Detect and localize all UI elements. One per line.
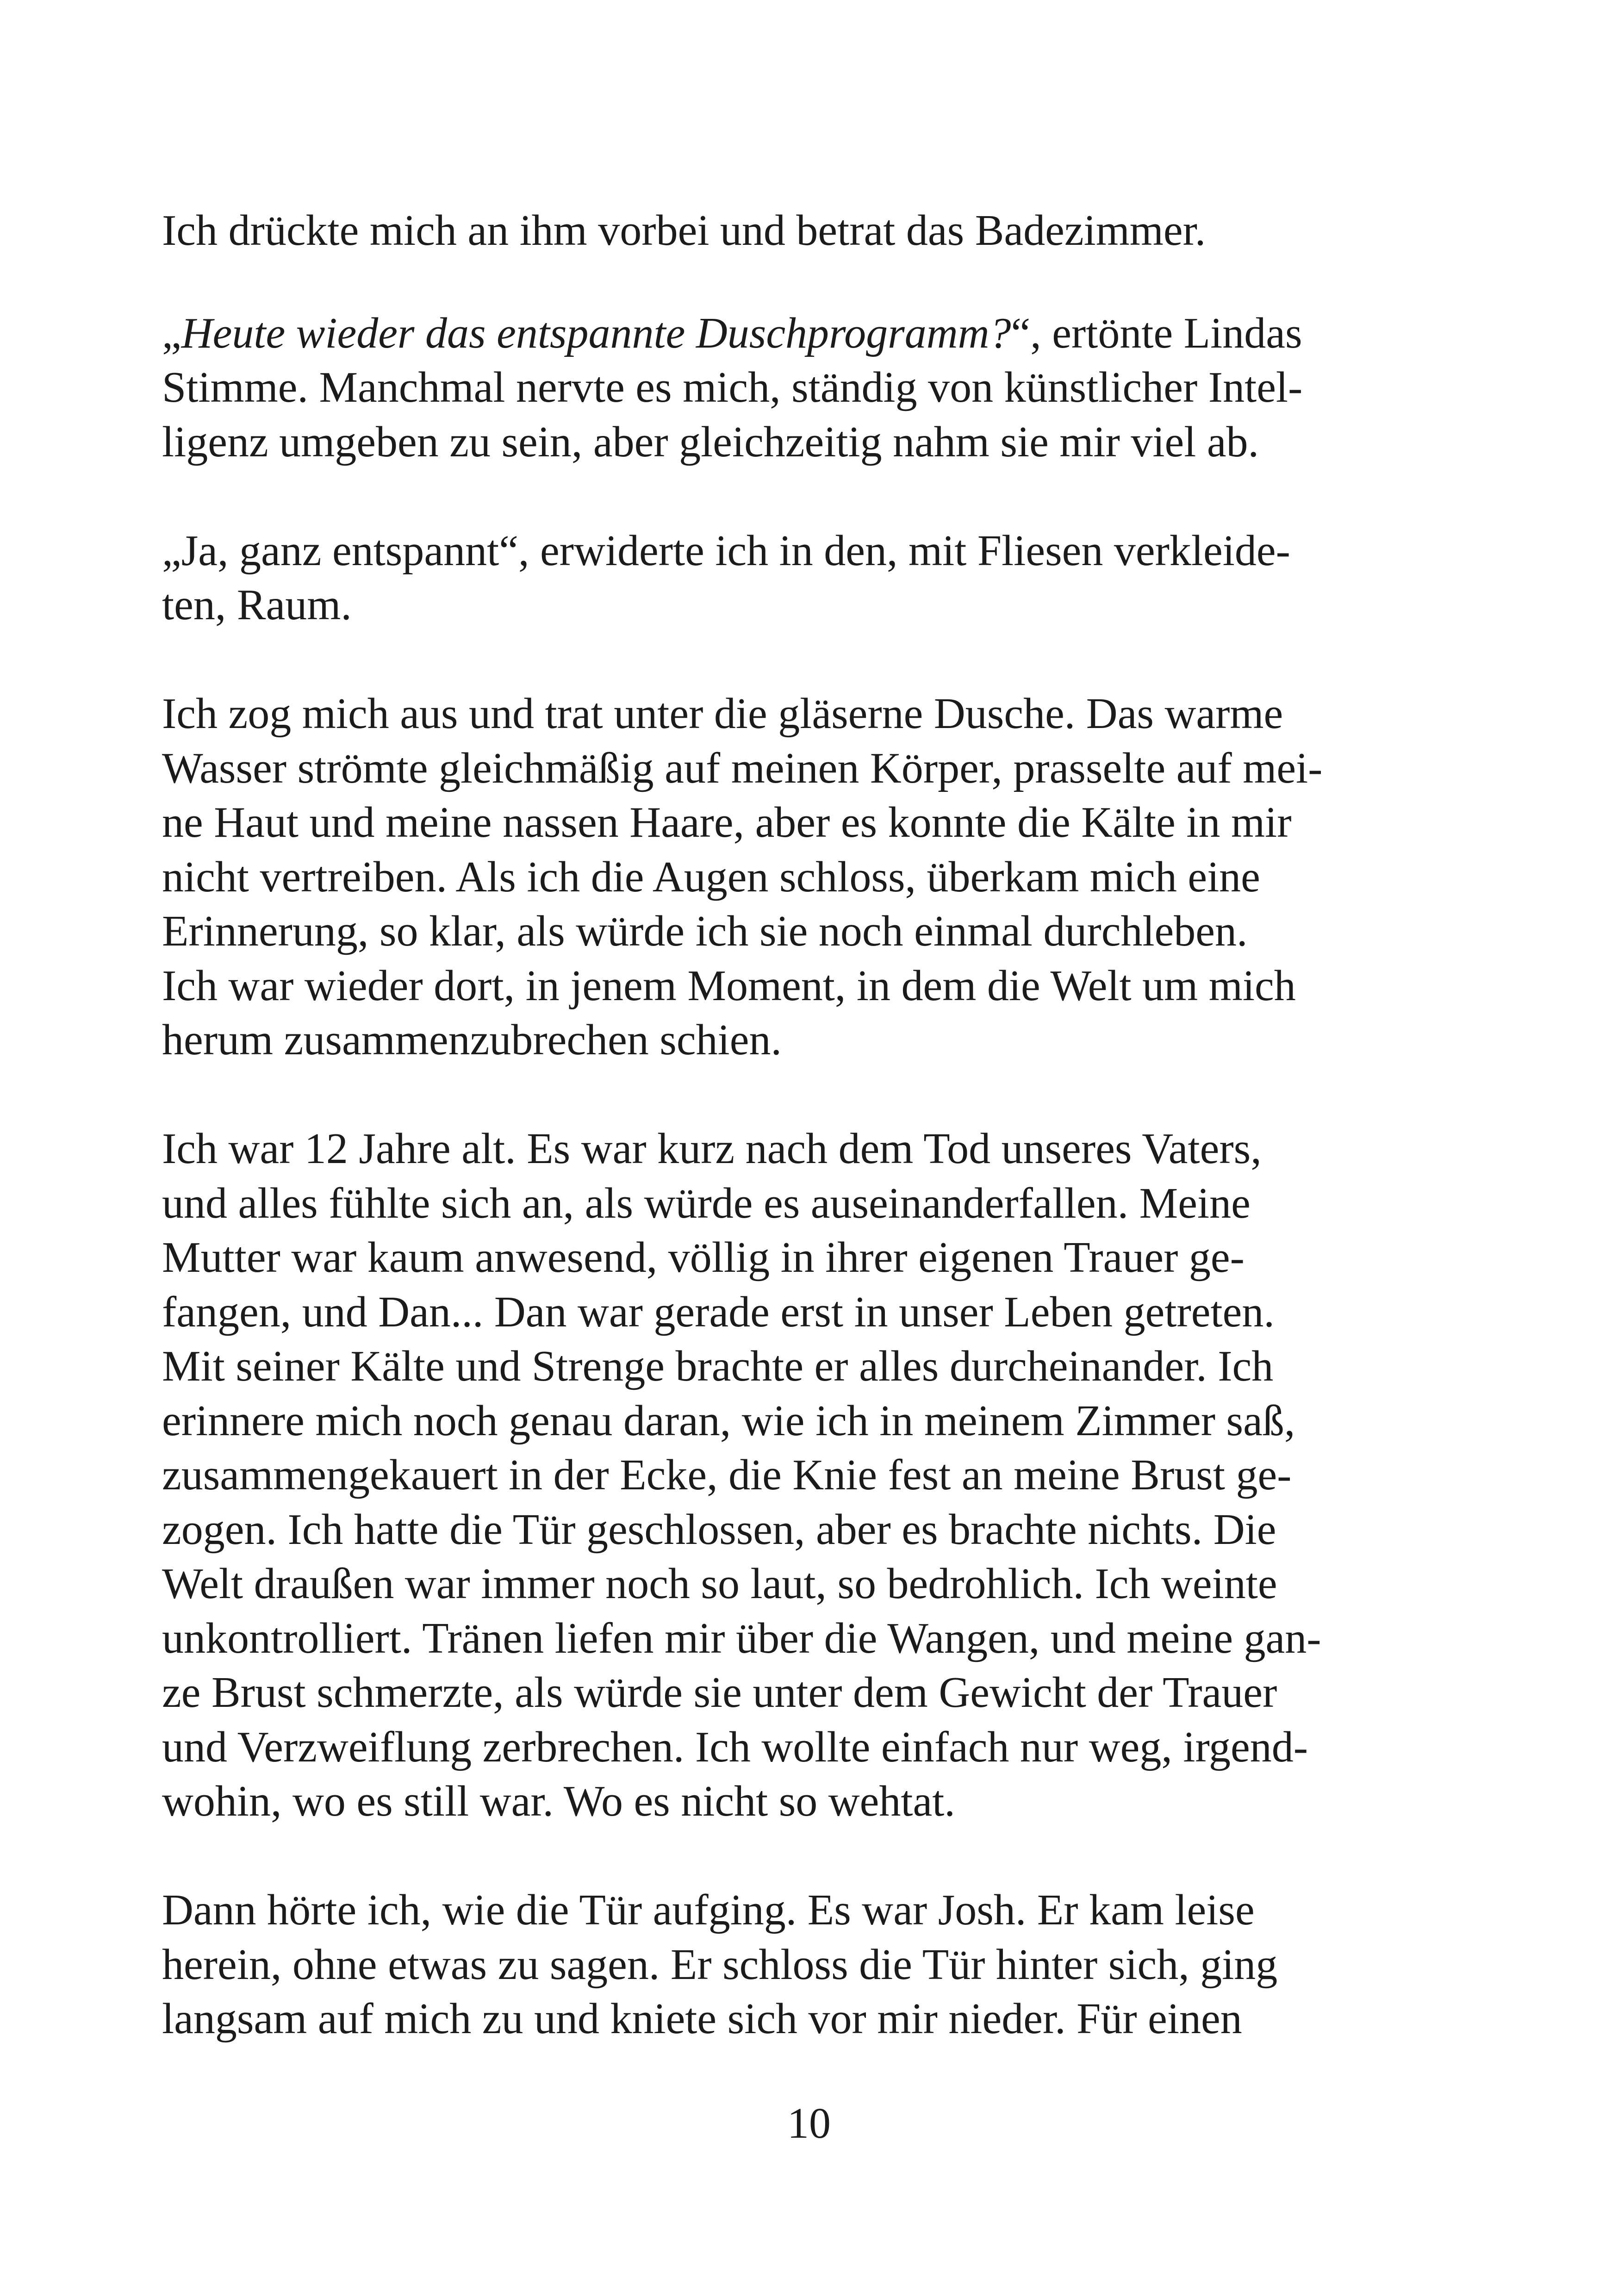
text-line: ze Brust schmerzte, als würde sie unter dem Gewicht der Trauer [162,1668,1277,1717]
paragraph-2 [162,306,1458,470]
body-text [162,204,1458,2047]
text-line: Ich zog mich aus und trat unter die gläserne Dusche. Das warme [162,690,1283,738]
ai-dialogue-italic: Heute wieder das entspannte Duschprogramm? [181,309,1011,357]
text-line: „Ja, ganz entspannt“, erwiderte ich in den, mit Fliesen verkleide- [162,526,1290,575]
text-line: ne Haut und meine nassen Haare, aber es konnte die Kälte in mir [162,798,1292,846]
text-line: herein, ohne etwas zu sagen. Er schloss die Tür hinter sich, ging [162,1940,1278,1989]
text-line: langsam auf mich zu und kniete sich vor mir nieder. Für einen [162,1995,1242,2043]
text-line: Mit seiner Kälte und Strenge brachte er alles durcheinander. Ich [162,1342,1274,1390]
text-line: Erinnerung, so klar, als würde ich sie noch einmal durchleben. [162,907,1248,955]
text-line: Ich drückte mich an ihm vorbei und betrat das Badezimmer. [162,206,1206,255]
page-number: 10 [787,2099,831,2147]
text-line: und alles fühlte sich an, als würde es auseinanderfallen. Meine [162,1179,1251,1227]
text-line: Wasser strömte gleichmäßig auf meinen Körper, prasselte auf mei- [162,744,1323,792]
text-line: wohin, wo es still war. Wo es nicht so wehtat. [162,1777,955,1825]
text-line: herum zusammenzubrechen schien. [162,1016,782,1064]
text-line: fangen, und Dan... Dan war gerade erst in unser Leben getreten. [162,1288,1275,1336]
text-line: unkontrolliert. Tränen liefen mir über die Wangen, und meine gan- [162,1614,1321,1662]
text-line: ten, Raum. [162,581,352,629]
text-line: Mutter war kaum anwesend, völlig in ihrer eigenen Trauer ge- [162,1233,1245,1282]
text-line: zogen. Ich hatte die Tür geschlossen, aber es brachte nichts. Die [162,1505,1276,1554]
text-line: erinnere mich noch genau daran, wie ich in meinem Zimmer saß, [162,1396,1295,1445]
text-line: ligenz umgeben zu sein, aber gleichzeitig nahm sie mir viel ab. [162,417,1259,466]
text-line: Dann hörte ich, wie die Tür aufging. Es war Josh. Er kam leise [162,1886,1255,1934]
paragraph-1 [162,204,1458,258]
dialogue-tag: “, ertönte Lindas [1011,309,1302,357]
paragraph-5 [162,1122,1458,1829]
text-line: Ich war wieder dort, in jenem Moment, in dem die Welt um mich [162,961,1296,1010]
text-line: und Verzweiflung zerbrechen. Ich wollte einfach nur weg, irgend- [162,1723,1308,1771]
paragraph-4 [162,687,1458,1068]
text-line: nicht vertreiben. Als ich die Augen schloss, überkam mich eine [162,852,1260,901]
paragraph-3 [162,524,1458,633]
opening-quote: „ [162,309,181,357]
paragraph-6 [162,1883,1458,2047]
text-line [162,306,1458,361]
text-line: Stimme. Manchmal nervte es mich, ständig von künstlicher Intel- [162,363,1303,411]
text-line: Ich war 12 Jahre alt. Es war kurz nach dem Tod unseres Vaters, [162,1125,1262,1173]
text-line: Welt draußen war immer noch so laut, so bedrohlich. Ich weinte [162,1560,1277,1608]
text-line: zusammengekauert in der Ecke, die Knie fest an meine Brust ge- [162,1451,1292,1499]
